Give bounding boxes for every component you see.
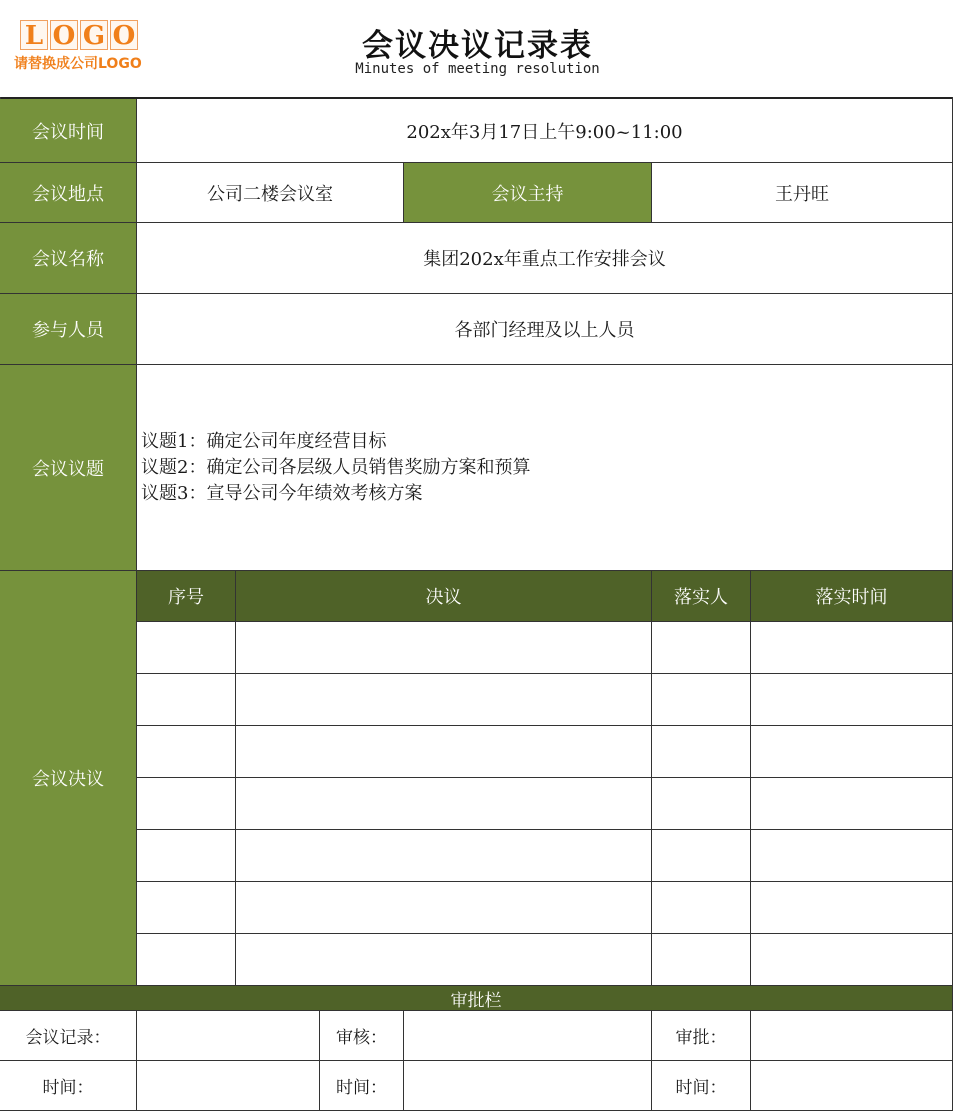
logo-caption: 请替换成公司LOGO	[14, 56, 142, 72]
approver-time-value[interactable]	[751, 1061, 953, 1111]
reviewer-time-label: 时间：	[320, 1061, 404, 1111]
location-value[interactable]: 公司二楼会议室	[137, 163, 404, 223]
host-label: 会议主持	[404, 163, 652, 223]
meeting-name-value[interactable]: 集团202x年重点工作安排会议	[137, 223, 953, 294]
row-deadline-cell[interactable]	[751, 674, 953, 726]
recorder-time-value[interactable]	[137, 1061, 320, 1111]
row-owner-cell[interactable]	[652, 674, 751, 726]
row-resolution-cell[interactable]	[236, 726, 652, 778]
row-index-cell[interactable]	[137, 622, 236, 674]
topic-item: 议题3：宣导公司今年绩效考核方案	[141, 482, 423, 504]
reviewer-time-value[interactable]	[404, 1061, 652, 1111]
page-subtitle: Minutes of meeting resolution	[355, 61, 600, 77]
row-deadline-cell[interactable]	[751, 934, 953, 986]
meeting-name-label: 会议名称	[0, 223, 137, 294]
row-index-cell[interactable]	[137, 726, 236, 778]
logo-letter: L	[20, 20, 48, 50]
row-resolution-cell[interactable]	[236, 622, 652, 674]
attendees-value[interactable]: 各部门经理及以上人员	[137, 294, 953, 365]
recorder-label: 会议记录：	[0, 1011, 137, 1061]
logo-letter: O	[110, 20, 138, 50]
column-header-deadline: 落实时间	[751, 571, 953, 622]
row-index-cell[interactable]	[137, 882, 236, 934]
row-index-cell[interactable]	[137, 934, 236, 986]
host-value[interactable]: 王丹旺	[652, 163, 953, 223]
row-owner-cell[interactable]	[652, 830, 751, 882]
resolutions-label: 会议决议	[0, 571, 137, 986]
approver-label: 审批：	[652, 1011, 751, 1061]
row-resolution-cell[interactable]	[236, 830, 652, 882]
approver-time-label: 时间：	[652, 1061, 751, 1111]
logo-letter: G	[80, 20, 108, 50]
attendees-label: 参与人员	[0, 294, 137, 365]
recorder-time-label: 时间：	[0, 1061, 137, 1111]
topics-label: 会议议题	[0, 365, 137, 571]
logo-letter: O	[50, 20, 78, 50]
approval-title: 审批栏	[0, 986, 953, 1011]
row-index-cell[interactable]	[137, 778, 236, 830]
row-deadline-cell[interactable]	[751, 830, 953, 882]
row-deadline-cell[interactable]	[751, 622, 953, 674]
row-owner-cell[interactable]	[652, 882, 751, 934]
row-owner-cell[interactable]	[652, 934, 751, 986]
row-deadline-cell[interactable]	[751, 882, 953, 934]
column-header-index: 序号	[137, 571, 236, 622]
approver-value[interactable]	[751, 1011, 953, 1061]
row-owner-cell[interactable]	[652, 778, 751, 830]
time-value[interactable]: 202x年3月17日上午9:00~11:00	[137, 99, 953, 163]
row-deadline-cell[interactable]	[751, 778, 953, 830]
column-header-owner: 落实人	[652, 571, 751, 622]
page-title: 会议决议记录表	[362, 28, 593, 64]
row-owner-cell[interactable]	[652, 622, 751, 674]
topic-item: 议题2：确定公司各层级人员销售奖励方案和预算	[141, 456, 531, 478]
row-owner-cell[interactable]	[652, 726, 751, 778]
row-resolution-cell[interactable]	[236, 934, 652, 986]
row-deadline-cell[interactable]	[751, 726, 953, 778]
row-index-cell[interactable]	[137, 674, 236, 726]
row-resolution-cell[interactable]	[236, 674, 652, 726]
recorder-value[interactable]	[137, 1011, 320, 1061]
topic-item: 议题1：确定公司年度经营目标	[141, 430, 387, 452]
reviewer-value[interactable]	[404, 1011, 652, 1061]
time-label: 会议时间	[0, 99, 137, 163]
reviewer-label: 审核：	[320, 1011, 404, 1061]
location-label: 会议地点	[0, 163, 137, 223]
column-header-resolution: 决议	[236, 571, 652, 622]
row-resolution-cell[interactable]	[236, 778, 652, 830]
row-index-cell[interactable]	[137, 830, 236, 882]
row-resolution-cell[interactable]	[236, 882, 652, 934]
topics-value[interactable]	[137, 365, 953, 571]
